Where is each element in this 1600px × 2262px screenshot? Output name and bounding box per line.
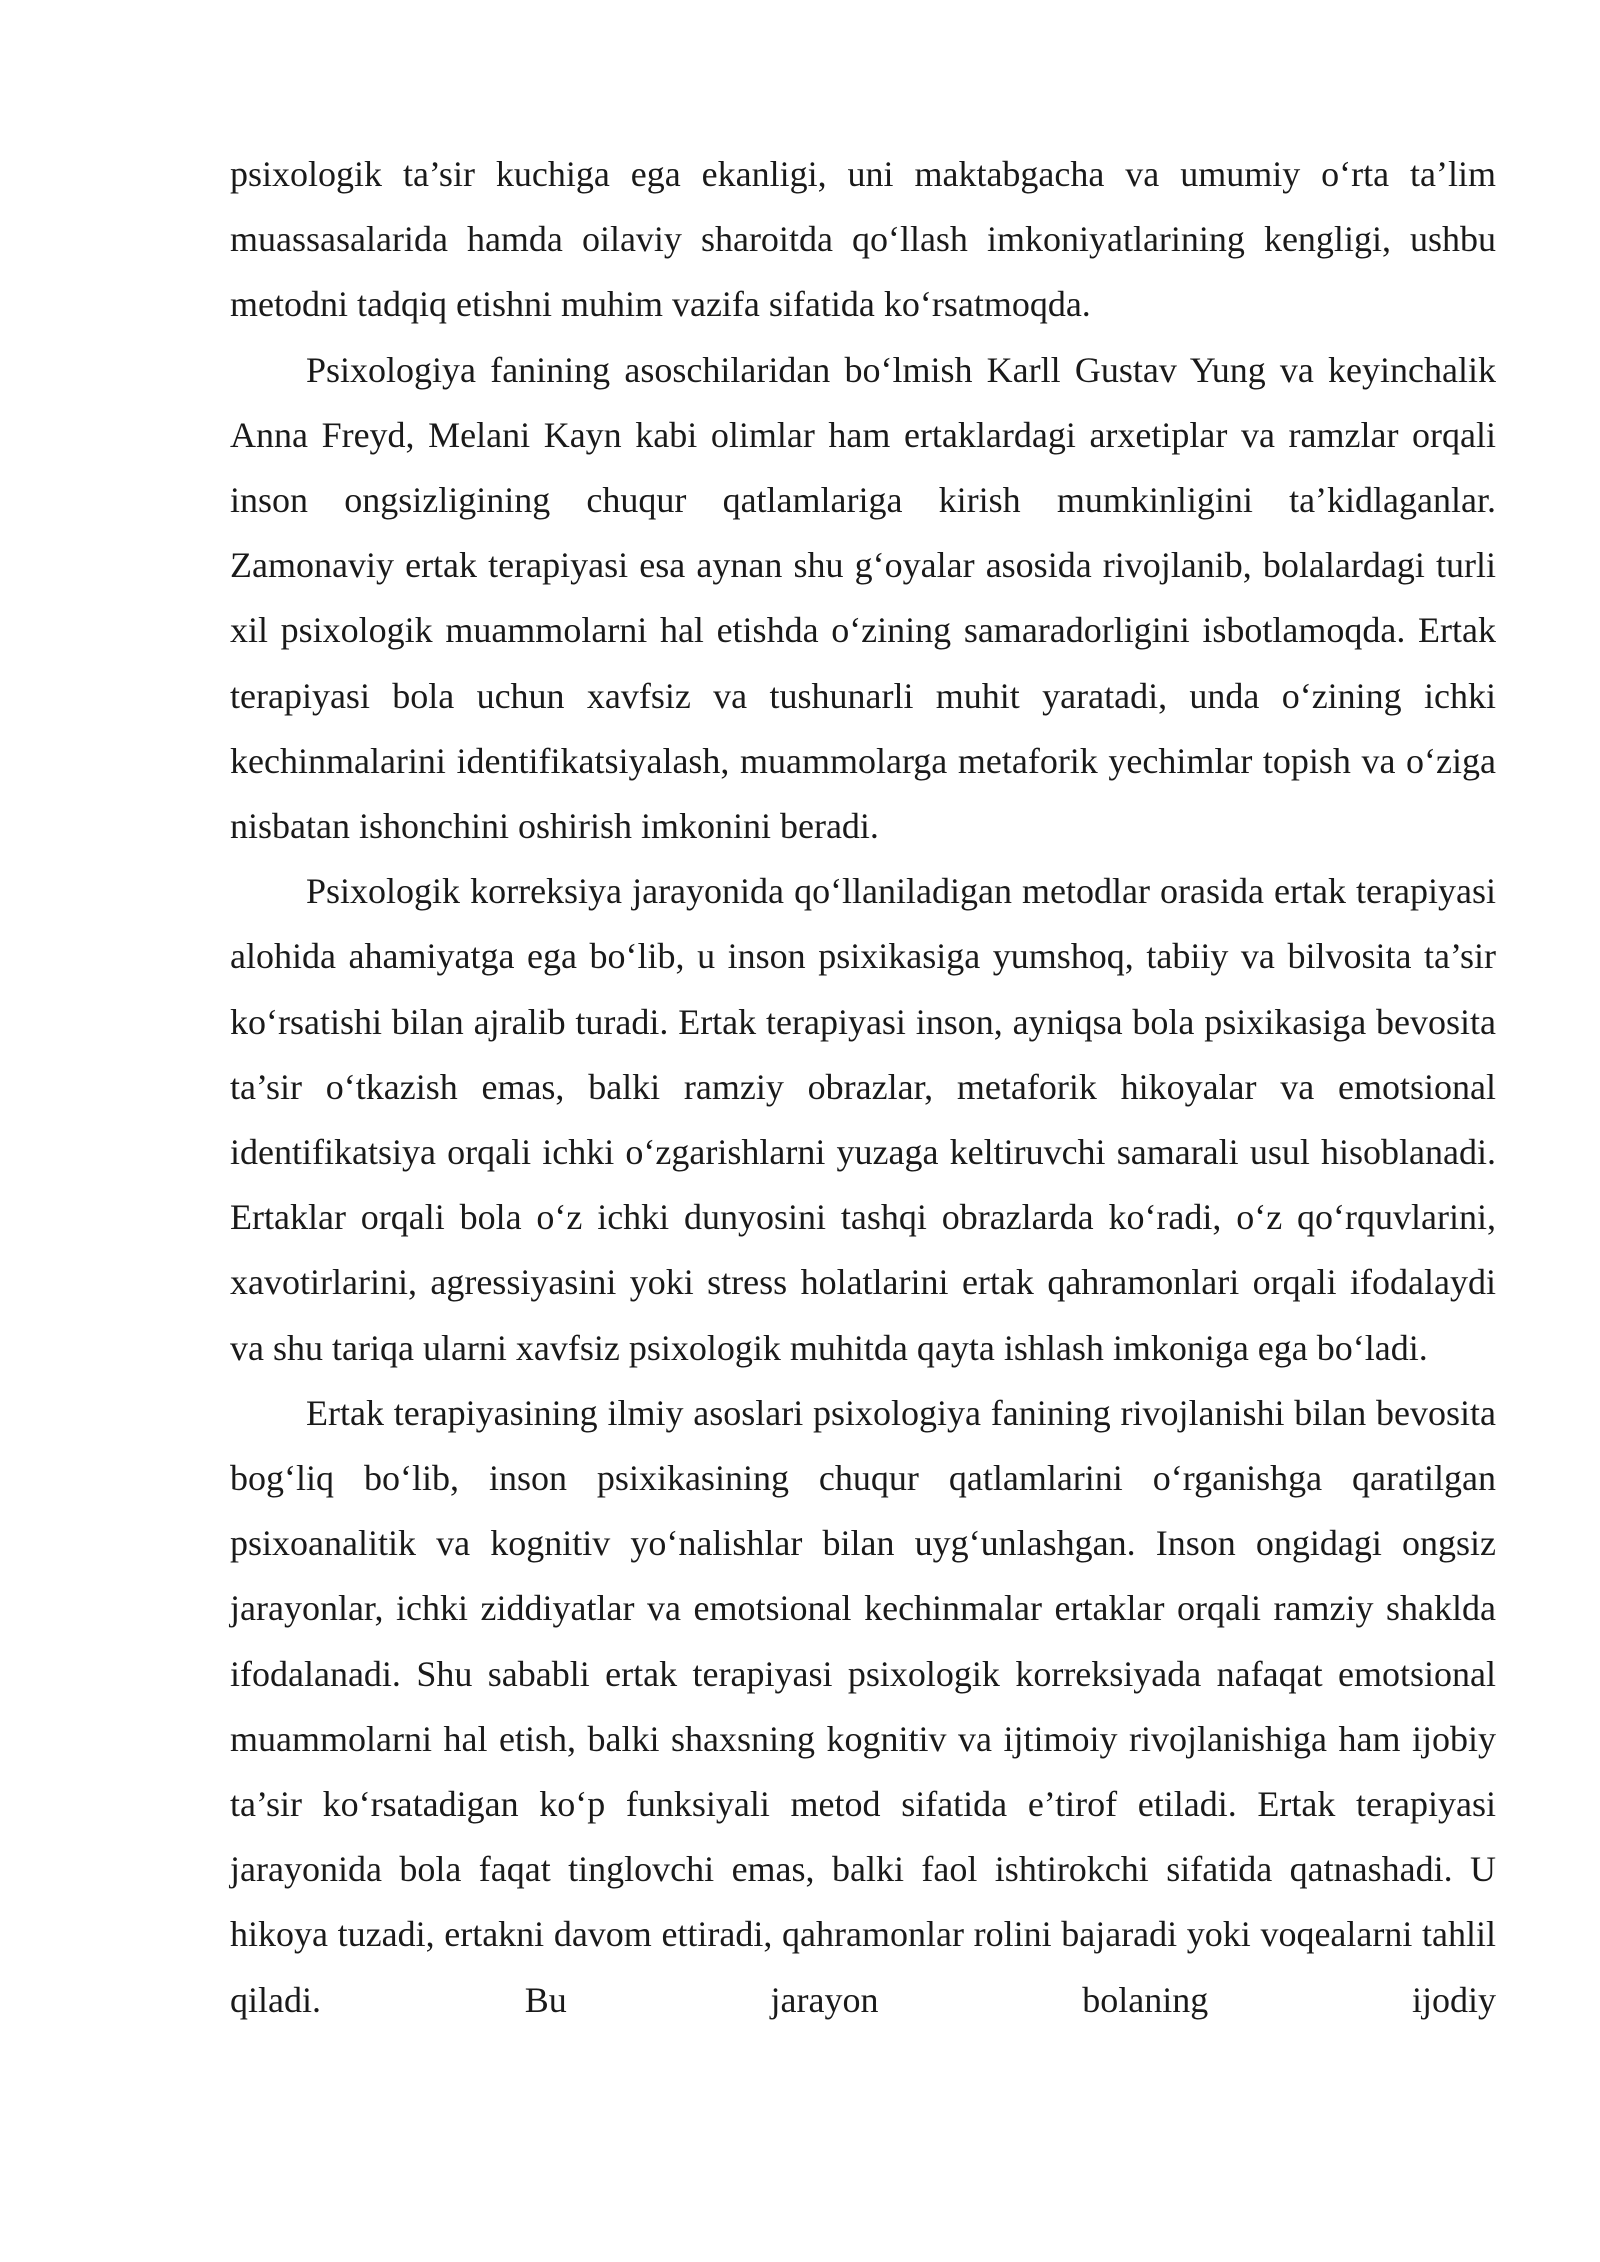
paragraph-psychological-correction: Psixologik korreksiya jarayonida qo‘llaniladigan metodlar orasida ertak terapiyasi alohida ahamiyatga ega bo‘lib, u inson psixikasiga yumshoq, tabiiy va bilvosita ta’sir ko‘rsatishi bilan ajralib turadi. Ertak terapiyasi inson, ayniqsa bola psixikasiga bevosita ta’sir o‘tkazish emas, balki ramziy obrazlar, metaforik hikoyalar va emotsional identifikatsiya orqali ichki o‘zgarishlarni yuzaga keltiruvchi samarali usul hisoblanadi. Ertaklar orqali bola o‘z ichki dunyosini tashqi obrazlarda ko‘radi, o‘z qo‘rquvlarini, xavotirlarini, agressiyasini yoki stress holatlarini ertak qahramonlari orqali ifodalaydi va shu tariqa ularni xavfsiz psixologik muhitda qayta ishlash imkoniga ega bo‘ladi. — [230, 871, 1496, 1368]
paragraph-founders-of-psychology: Psixologiya fanining asoschilaridan bo‘lmish Karll Gustav Yung va keyinchalik Anna Freyd, Melani Kayn kabi olimlar ham ertaklardagi arxetiplar va ramzlar orqali inson ongsizligining chuqur qatlamlariga kirish mumkinligini ta’kidlaganlar. Zamonaviy ertak terapiyasi esa aynan shu g‘oyalar asosida rivojlanib, bolalardagi turli xil psixologik muammolarni hal etishda o‘zining samaradorligini isbotlamoqda. Ertak terapiyasi bola uchun xavfsiz va tushunarli muhit yaratadi, unda o‘zining ichki kechinmalarini identifikatsiyalash, muammolarga metaforik yechimlar topish va o‘ziga nisbatan ishonchini oshirish imkonini beradi. — [230, 349, 1496, 847]
paragraph-scientific-foundations: Ertak terapiyasining ilmiy asoslari psixologiya fanining rivojlanishi bilan bevosita bog‘liq bo‘lib, inson psixikasining chuqur qatlamlarini o‘rganishga qaratilgan psixoanalitik va kognitiv yo‘nalishlar bilan uyg‘unlashgan. Inson ongidagi ongsiz jarayonlar, ichki ziddiyatlar va emotsional kechinmalar ertaklar orqali ramziy shaklda ifodalanadi. Shu sababli ertak terapiyasi psixologik korreksiyada nafaqat emotsional muammolarni hal etish, balki shaxsning kognitiv va ijtimoiy rivojlanishiga ham ijobiy ta’sir ko‘rsatadigan ko‘p funksiyali metod sifatida e’tirof etiladi. Ertak terapiyasi jarayonida bola faqat tinglovchi emas, balki faol ishtirokchi sifatida qatnashadi. U hikoya tuzadi, ertakni davom ettiradi, qahramonlar rolini bajaradi yoki voqealarni tahlil qiladi. Bu jarayon bolaning ijodiy — [230, 1392, 1496, 2020]
document-page — [230, 142, 1496, 2033]
paragraph-continuation: psixologik ta’sir kuchiga ega ekanligi, uni maktabgacha va umumiy o‘rta ta’lim muassasalarida hamda oilaviy sharoitda qo‘llash imkoniyatlarining kengligi, ushbu metodni tadqiq etishni muhim vazifa sifatida ko‘rsatmoqda. — [230, 154, 1496, 325]
